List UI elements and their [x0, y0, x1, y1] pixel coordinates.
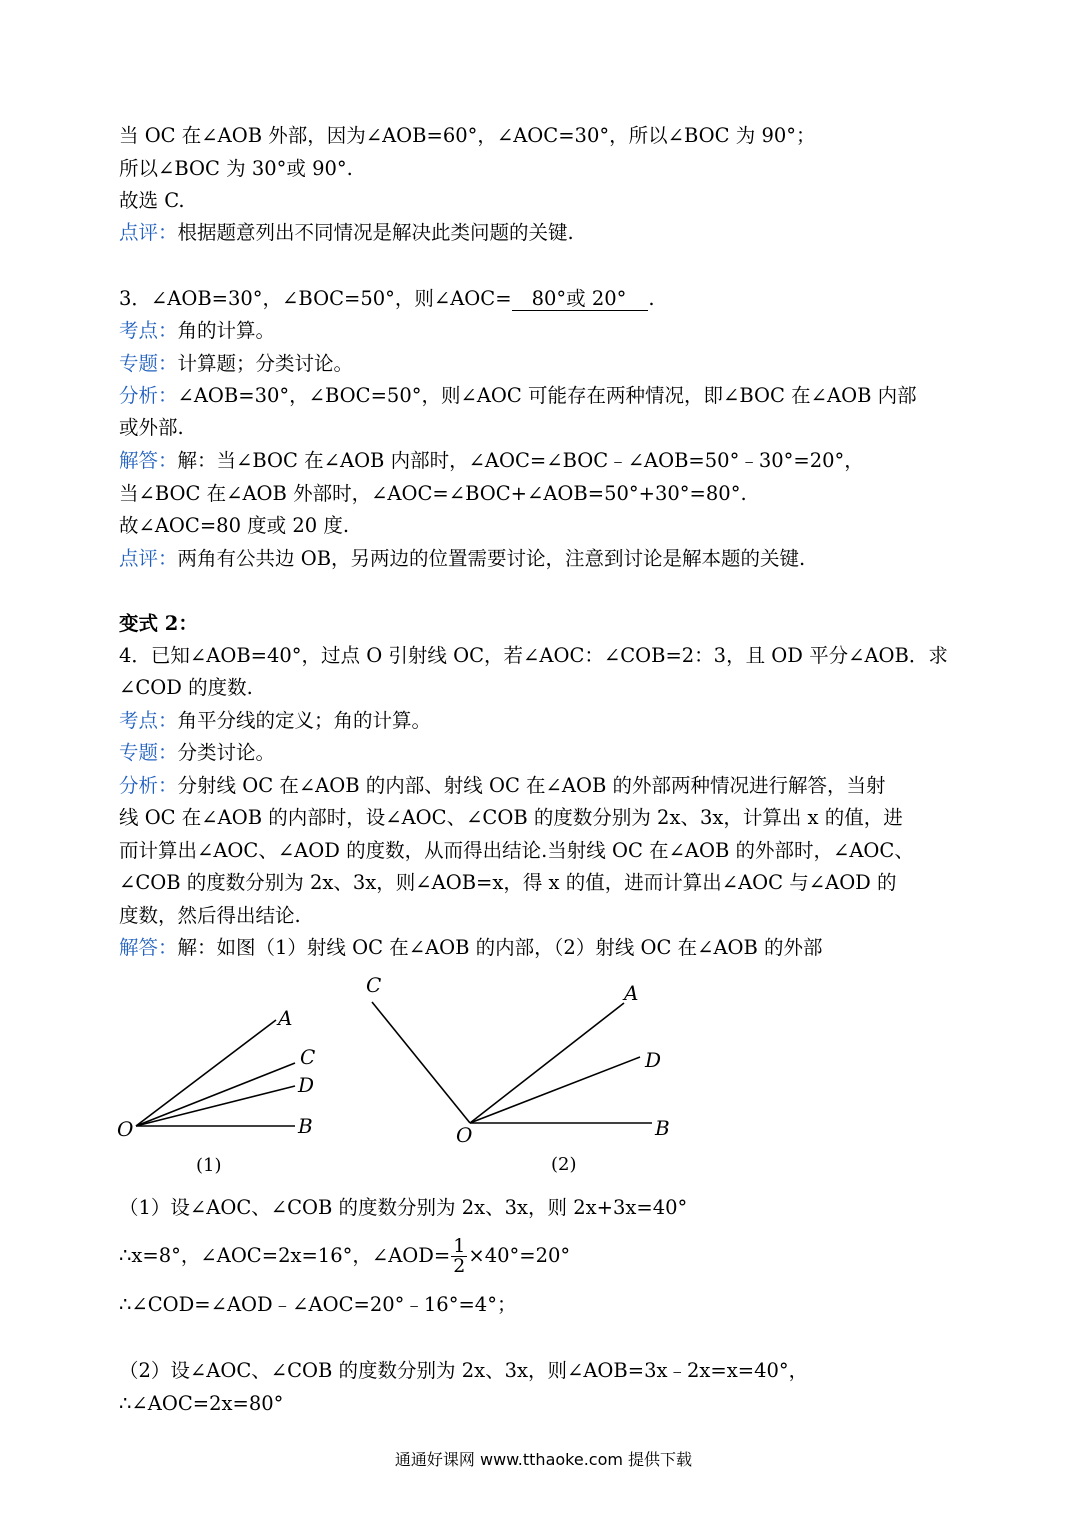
label-A: A [278, 1006, 293, 1030]
fenxi-label: 分析： [119, 774, 178, 797]
fraction-half [451, 1237, 467, 1276]
kaodian-label: 考点： [119, 709, 178, 732]
solution-text: ×40°=20° [468, 1244, 571, 1267]
kaodian-label: 考点： [119, 319, 178, 342]
jieda-label: 解答： [119, 936, 178, 959]
jieda-text: 解：当∠BOC 在∠AOB 内部时，∠AOC=∠BOC﹣∠AOB=50°﹣30°=20°， [177, 449, 864, 472]
kaodian-text: 角的计算。 [177, 319, 276, 342]
text-line: ∠COB 的度数分别为 2x、3x，则∠AOB=x，得 x 的值，进而计算出∠AOC 与∠AOD 的 [119, 871, 897, 894]
text-line: 度数，然后得出结论. [119, 904, 301, 927]
dianping-text: 两角有公共边 OB，另两边的位置需要讨论，注意到讨论是解本题的关键. [177, 547, 806, 570]
text-line: 而计算出∠AOC、∠AOD 的度数，从而得出结论.当射线 OC 在∠AOB 的外部时，∠AOC、 [119, 839, 914, 862]
variant-heading: 变式 2： [119, 612, 198, 635]
solution-line [119, 1237, 570, 1276]
ray-OD [470, 1057, 640, 1123]
label-O: O [117, 1117, 134, 1141]
ray-OC [372, 1002, 470, 1123]
solution-text: ∴x=8°，∠AOC=2x=16°，∠AOD= [119, 1244, 451, 1267]
question-4: 4．已知∠AOB=40°，过点 O 引射线 OC，若∠AOC：∠COB=2：3，且 OD 平分∠AOB．求 [119, 644, 948, 667]
label-A: A [624, 981, 639, 1005]
solution-line: ∴∠COD=∠AOD﹣∠AOC=20°﹣16°=4°； [119, 1293, 517, 1316]
question-3-text: 3．∠AOB=30°，∠BOC=50°，则∠AOC= [119, 287, 512, 310]
fraction-denominator: 2 [453, 1255, 466, 1277]
text-line: ∠COD 的度数. [119, 676, 253, 699]
fenxi-text: 分射线 OC 在∠AOB 的内部、射线 OC 在∠AOB 的外部两种情况进行解答，当射 [177, 774, 886, 797]
question-3-end: . [648, 287, 655, 310]
label-B: B [655, 1116, 670, 1140]
kaodian-text: 角平分线的定义；角的计算。 [177, 709, 432, 732]
label-O: O [456, 1123, 473, 1147]
ray-OD [136, 1086, 295, 1126]
fenxi-text: ∠AOB=30°，∠BOC=50°，则∠AOC 可能存在两种情况，即∠BOC 在∠AOB 内部 [177, 384, 917, 407]
text-line: 线 OC 在∠AOB 的内部时，设∠AOC、∠COB 的度数分别为 2x、3x，计算出 x 的值，进 [119, 806, 903, 829]
question-3-answer: 80°或 20° [512, 288, 649, 311]
zhuanti-label: 专题： [119, 352, 178, 375]
text-line: 故∠AOC=80 度或 20 度. [119, 514, 350, 537]
fraction-numerator: 1 [453, 1235, 466, 1257]
solution-line: （2）设∠AOC、∠COB 的度数分别为 2x、3x，则∠AOB=3x﹣2x=x=40°， [119, 1359, 809, 1382]
text-line: 或外部. [119, 416, 184, 439]
ray-OA [136, 1020, 276, 1126]
zhuanti-text: 计算题；分类讨论。 [177, 352, 354, 375]
comment-text: 根据题意列出不同情况是解决此类问题的关键. [177, 221, 574, 244]
comment-label: 点评： [119, 221, 178, 244]
zhuanti-label: 专题： [119, 741, 178, 764]
zhuanti-text: 分类讨论。 [177, 741, 276, 764]
ray-OA [470, 1003, 624, 1123]
jieda-text: 解：如图（1）射线 OC 在∠AOB 的内部，（2）射线 OC 在∠AOB 的外部 [177, 936, 823, 959]
label-C: C [300, 1045, 316, 1069]
fenxi-label: 分析： [119, 384, 178, 407]
caption-2: (2) [551, 1154, 577, 1175]
label-D: D [645, 1048, 662, 1072]
label-B: B [298, 1114, 313, 1138]
jieda-label: 解答： [119, 449, 178, 472]
ray-OC [136, 1063, 295, 1126]
text-line: 当 OC 在∠AOB 外部，因为∠AOB=60°，∠AOC=30°，所以∠BOC 为 90°； [119, 124, 816, 147]
figure-2 [372, 1002, 652, 1123]
label-D: D [298, 1073, 315, 1097]
footer: 通通好课网 www.tthaoke.com 提供下载 [394, 1450, 693, 1469]
label-C: C [366, 973, 382, 997]
solution-line: ∴∠AOC=2x=80° [119, 1392, 284, 1415]
caption-1: (1) [196, 1155, 222, 1176]
text-line: 所以∠BOC 为 30°或 90°. [119, 157, 353, 180]
figure-1 [136, 1020, 295, 1126]
solution-line: （1）设∠AOC、∠COB 的度数分别为 2x、3x，则 2x+3x=40° [119, 1196, 688, 1219]
dianping-label: 点评： [119, 547, 178, 570]
text-line: 当∠BOC 在∠AOB 外部时，∠AOC=∠BOC+∠AOB=50°+30°=80°. [119, 482, 747, 505]
text-line: 故选 C. [119, 189, 185, 212]
